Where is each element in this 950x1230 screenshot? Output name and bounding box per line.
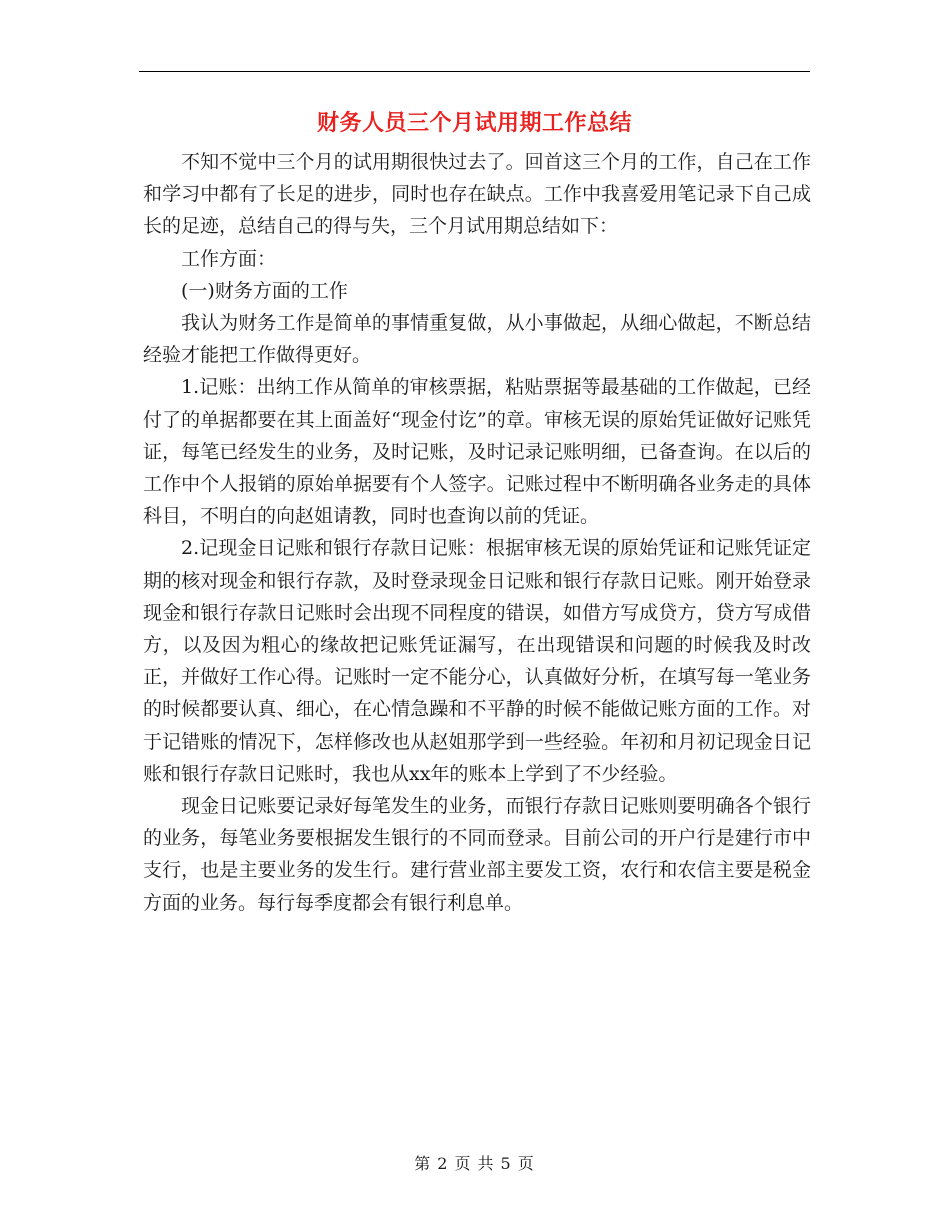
page-footer	[139, 1152, 810, 1176]
header-rule	[139, 71, 810, 72]
paragraph-bookkeeping: 1.记账：出纳工作从简单的审核票据，粘贴票据等最基础的工作做起，已经付了的单据都要在其上面盖好“现金付讫”的章。审核无误的原始凭证做好记账凭证，每笔已经发生的业务，及时记账，及时记录记账明细，已备查询。在以后的工作中个人报销的原始单据要有个人签字。记账过程中不断明确各业务走的具体科目，不明白的向赵姐请教，同时也查询以前的凭证。	[143, 376, 811, 528]
footer-current-page: 2	[437, 1154, 449, 1173]
paragraph-intro: 不知不觉中三个月的试用期很快过去了。回首这三个月的工作，自己在工作和学习中都有了长足的进步，同时也存在缺点。工作中我喜爱用笔记录下自己成长的足迹，总结自己的得与失，三个月试用期总结如下：	[143, 151, 811, 238]
paragraph-finance-view: 我认为财务工作是简单的事情重复做，从小事做起，从细心做起，不断总结经验才能把工作做得更好。	[143, 312, 811, 367]
footer-suffix: 页	[517, 1154, 535, 1173]
paragraph-finance-heading: (一)财务方面的工作	[181, 279, 348, 302]
paragraph-journals: 2.记现金日记账和银行存款日记账：根据审核无误的原始凭证和记账凭证定期的核对现金和银行存款，及时登录现金日记账和银行存款日记账。刚开始登录现金和银行存款日记账时会出现不同程度的错误，如借方写成贷方，贷方写成借方，以及因为粗心的缘故把记账凭证漏写，在出现错误和问题的时候我及时改正，并做好工作心得。记账时一定不能分心，认真做好分析，在填写每一笔业务的时候都要认真、细心，在心情急躁和不平静的时候不能做记账方面的工作。对于记错账的情况下，怎样修改也从赵姐那学到一些经验。年初和月初记现金日记账和银行存款日记账时，我也从xx年的账本上学到了不少经验。	[143, 537, 811, 785]
footer-page-word: 页	[454, 1154, 472, 1173]
document-body	[143, 146, 811, 919]
footer-total-word: 共	[477, 1154, 495, 1173]
document-title: 财务人员三个月试用期工作总结	[316, 111, 632, 136]
paragraph-bank-journal: 现金日记账要记录好每笔发生的业务，而银行存款日记账则要明确各个银行的业务，每笔业务要根据发生银行的不同而登录。目前公司的开户行是建行市中支行，也是主要业务的发生行。建行营业部主要发工资，农行和农信主要是税金方面的业务。每行每季度都会有银行利息单。	[143, 795, 811, 914]
footer-prefix: 第	[414, 1154, 432, 1173]
paragraph-work-aspects: 工作方面：	[181, 247, 277, 270]
footer-total-pages: 5	[500, 1154, 512, 1173]
